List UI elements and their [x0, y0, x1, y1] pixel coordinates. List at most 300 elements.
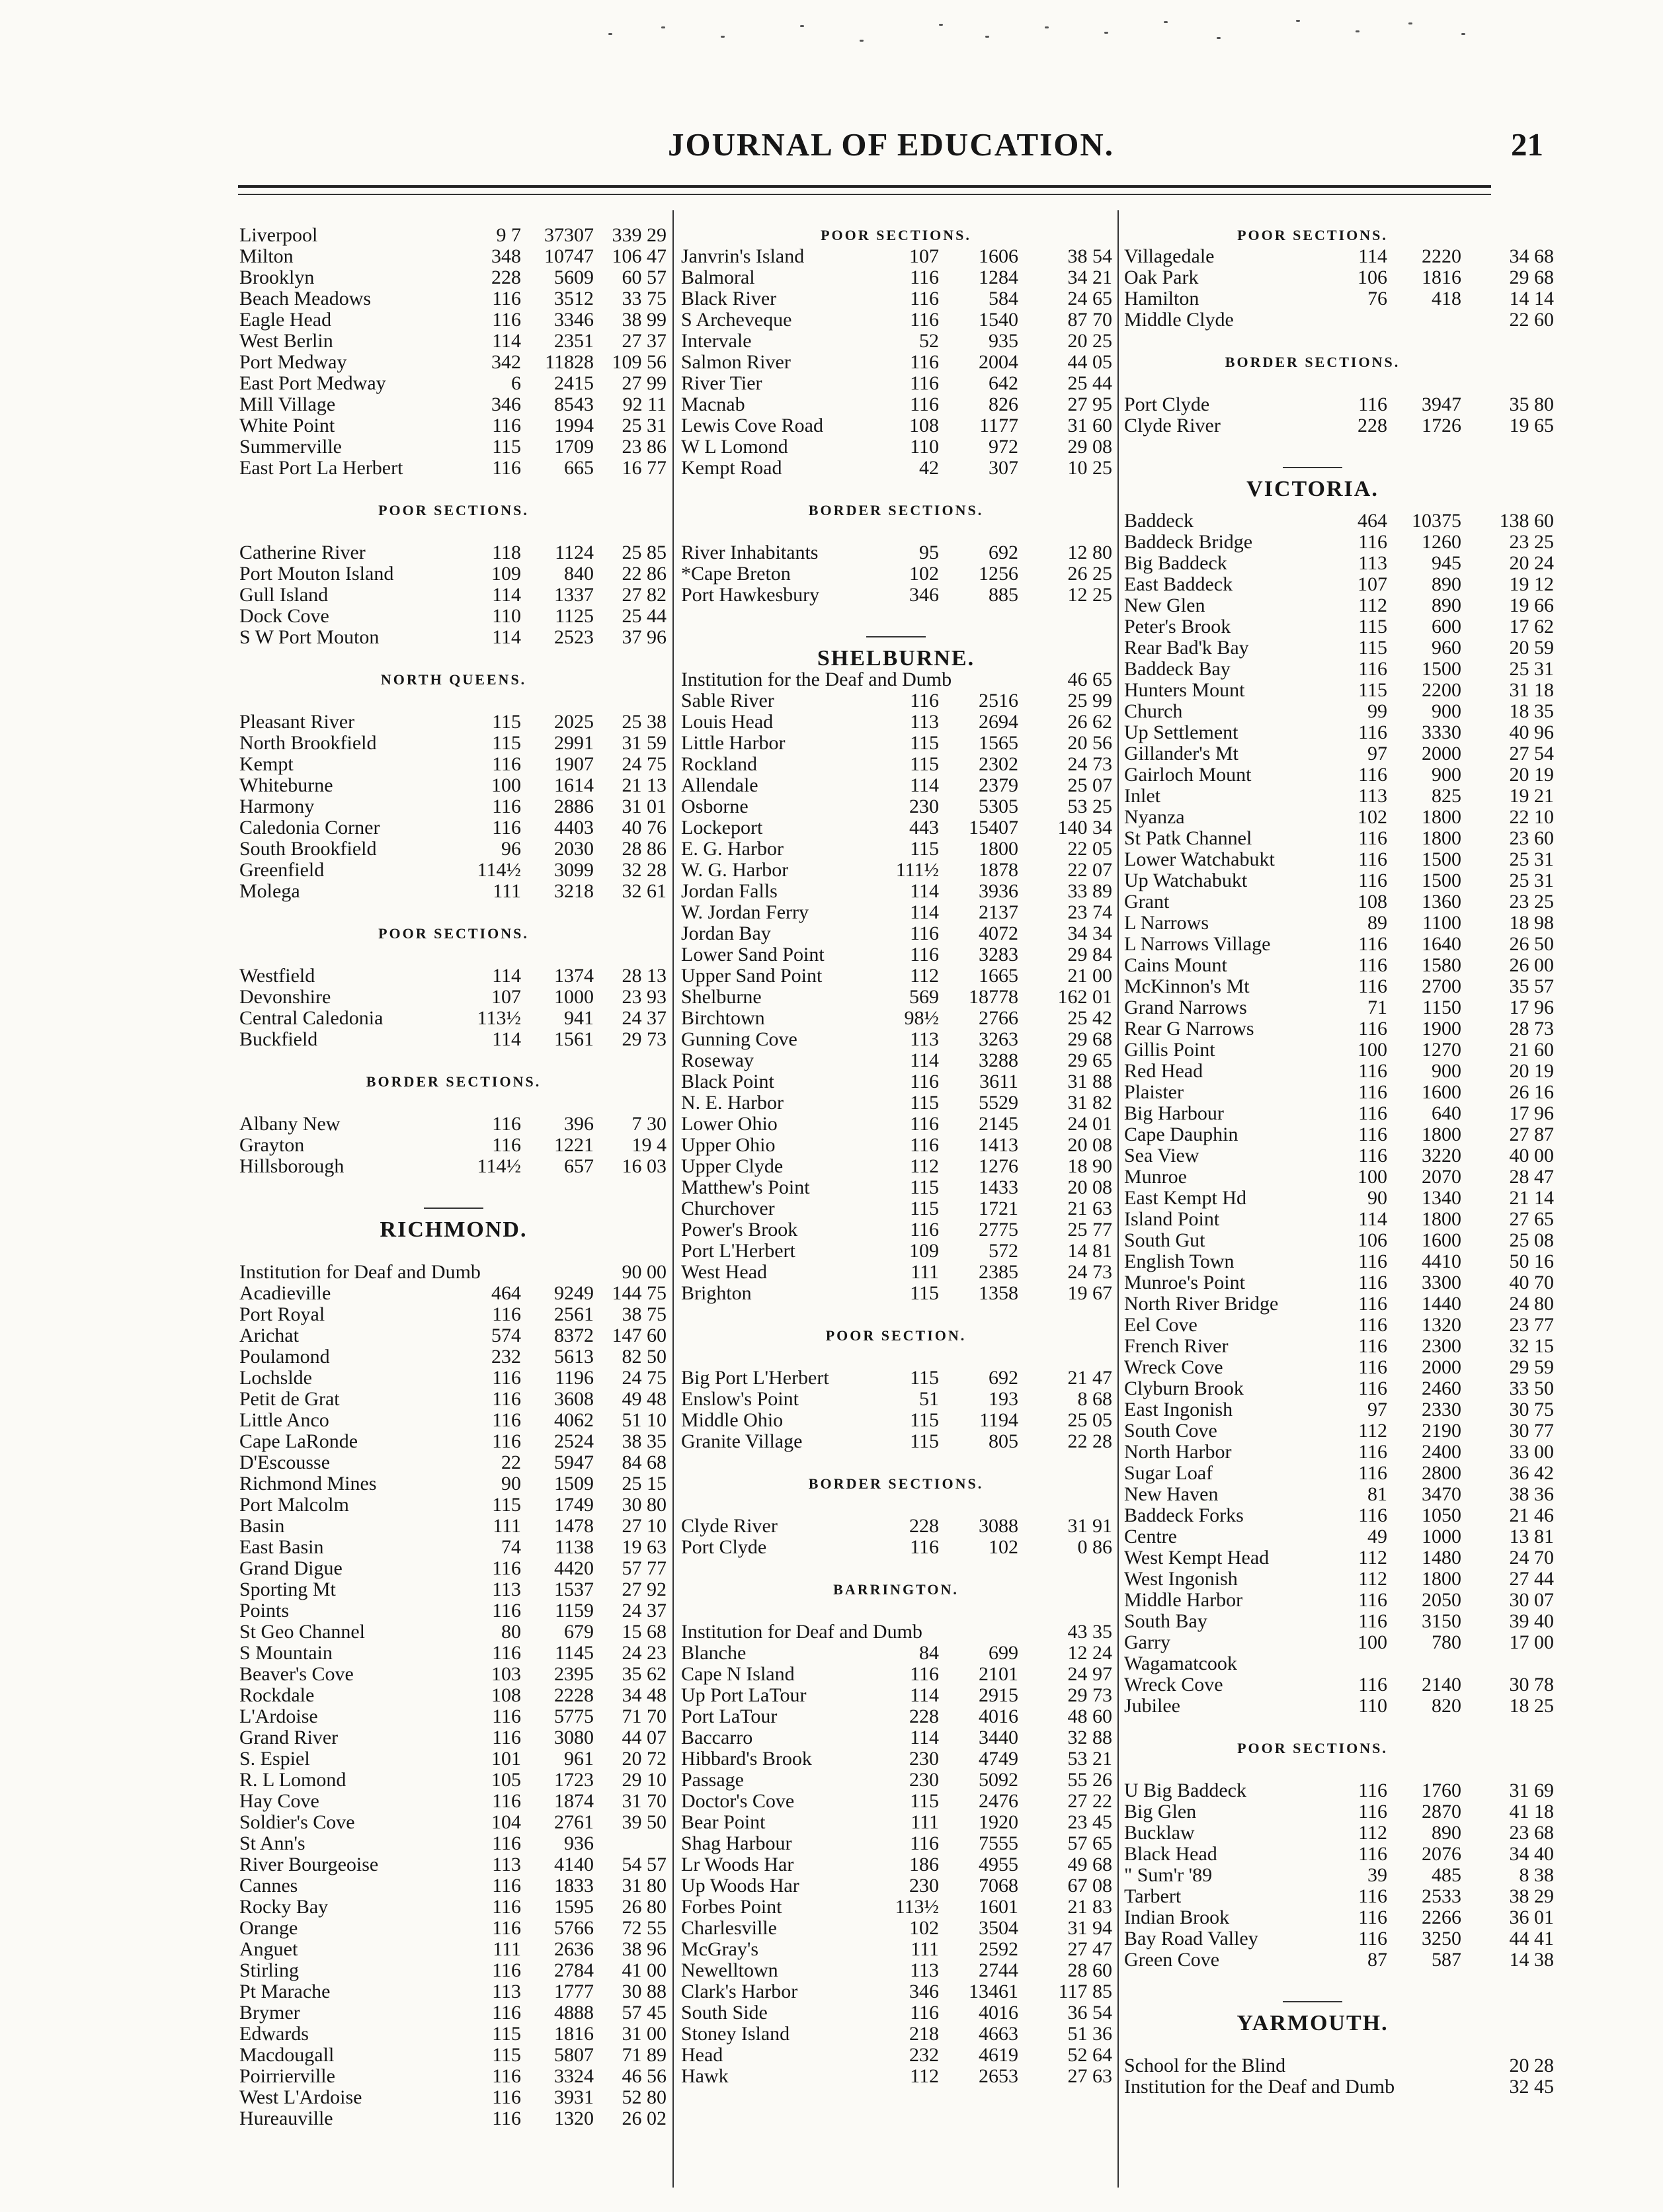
number-of-days: 49 — [1367, 1526, 1387, 1547]
amount: 24 97 — [1067, 1663, 1112, 1685]
amount: 36 54 — [1067, 2002, 1112, 2024]
amount: 41 18 — [1509, 1801, 1554, 1823]
grand-total-days: 2766 — [979, 1007, 1018, 1029]
table-row — [681, 1198, 1111, 1219]
place-name: East Kempt Hd — [1124, 1187, 1246, 1209]
place-name: Middle Harbor — [1124, 1589, 1243, 1611]
place-name: Hay Cove — [239, 1790, 319, 1812]
place-name: Summerville — [239, 436, 342, 458]
table-row — [239, 2108, 668, 2129]
number-of-days: 116 — [1358, 1356, 1387, 1378]
number-of-days: 96 — [501, 838, 521, 860]
place-name: South Bay — [1124, 1610, 1207, 1632]
number-of-days: 113 — [1358, 552, 1387, 574]
place-name: *Cape Breton — [681, 563, 791, 585]
number-of-days: 113½ — [895, 1896, 939, 1918]
number-of-days: 112 — [1358, 1822, 1387, 1844]
table-row — [681, 1875, 1111, 1897]
grand-total-days: 1561 — [554, 1028, 594, 1050]
number-of-days: 112 — [1358, 1420, 1387, 1442]
place-name: Newelltown — [681, 1959, 778, 1981]
amount: 21 13 — [622, 774, 667, 796]
separator-rule — [1124, 1992, 1501, 2013]
table-row — [681, 1918, 1111, 1939]
place-name: Clyburn Brook — [1124, 1377, 1244, 1399]
number-of-days: 116 — [492, 1642, 521, 1664]
number-of-days: 116 — [492, 817, 521, 839]
number-of-days: 6 — [511, 372, 521, 394]
column-divider — [1117, 210, 1119, 2188]
number-of-days: 80 — [501, 1621, 521, 1643]
grand-total-days: 5609 — [554, 266, 594, 288]
number-of-days: 116 — [1358, 1462, 1387, 1484]
table-row — [1124, 975, 1554, 997]
place-name: English Town — [1124, 1250, 1235, 1272]
number-of-days: 228 — [909, 1705, 939, 1727]
table-row — [681, 1389, 1111, 1410]
number-of-days: 114 — [910, 1684, 939, 1706]
grand-total-days: 102 — [989, 1536, 1018, 1558]
place-name: Port Clyde — [1124, 393, 1210, 415]
amount: 24 73 — [1067, 753, 1112, 775]
spacer — [681, 479, 1111, 500]
place-name: Tarbert — [1124, 1885, 1182, 1907]
number-of-days: 116 — [492, 288, 521, 309]
amount: 38 99 — [622, 309, 667, 331]
table-row — [239, 2024, 668, 2045]
table-row — [1124, 1906, 1554, 1928]
place-name: Port LaTour — [681, 1705, 778, 1727]
grand-total-days: 1726 — [1422, 415, 1461, 436]
grand-total-days: 1150 — [1422, 997, 1461, 1018]
number-of-days: 115 — [910, 1282, 939, 1304]
amount: 71 89 — [622, 2044, 667, 2066]
amount: 24 65 — [1067, 288, 1112, 309]
table-row — [1124, 415, 1554, 436]
place-name: Hillsborough — [239, 1155, 345, 1177]
amount: 37 96 — [622, 626, 667, 648]
table-row — [681, 352, 1111, 373]
table-row — [681, 1537, 1111, 1558]
number-of-days: 114 — [910, 1727, 939, 1748]
table-row — [681, 1114, 1111, 1135]
table-row — [681, 733, 1111, 754]
table-row — [1124, 1653, 1501, 1674]
number-of-days: 97 — [1367, 743, 1387, 764]
place-name: Lower Ohio — [681, 1113, 778, 1135]
amount: 19 12 — [1509, 573, 1554, 595]
amount: 26 16 — [1509, 1081, 1554, 1103]
grand-total-days: 600 — [1432, 616, 1461, 637]
number-of-days: 115 — [492, 436, 521, 458]
grand-total-days: 2379 — [979, 774, 1018, 796]
table-row — [239, 1897, 668, 1918]
grand-total-days: 3220 — [1422, 1145, 1461, 1167]
number-of-days: 116 — [910, 944, 939, 965]
amount: 18 98 — [1509, 912, 1554, 934]
table-row — [1124, 1102, 1554, 1124]
grand-total-days: 1050 — [1422, 1504, 1461, 1526]
number-of-days: 100 — [1358, 1631, 1387, 1653]
grand-total-days: 3300 — [1422, 1272, 1461, 1293]
number-of-days: 116 — [1358, 1293, 1387, 1315]
number-of-days: 22 — [501, 1452, 521, 1473]
grand-total-days: 2000 — [1422, 743, 1461, 764]
number-of-days: 116 — [910, 1071, 939, 1092]
place-name: Big Port L'Herbert — [681, 1367, 829, 1389]
table-row — [681, 923, 1111, 944]
place-name: Rear Bad'k Bay — [1124, 637, 1249, 659]
table-row — [1124, 1272, 1554, 1293]
number-of-days: 112 — [1358, 1568, 1387, 1590]
amount: 21 83 — [1067, 1896, 1112, 1918]
table-row — [239, 987, 668, 1008]
table-row — [1124, 594, 1554, 616]
grand-total-days: 840 — [564, 563, 594, 585]
place-name: Central Caledonia — [239, 1007, 384, 1029]
table-row — [1124, 288, 1554, 309]
table-row — [1124, 764, 1554, 786]
table-row — [1124, 1166, 1554, 1188]
grand-total-days: 936 — [564, 1832, 594, 1854]
table-row — [681, 1283, 1111, 1304]
number-of-days: 113 — [910, 1959, 939, 1981]
amount: 147 60 — [612, 1325, 667, 1346]
amount: 38 96 — [622, 1938, 667, 1960]
spacer — [1124, 1759, 1501, 1780]
place-name: Pt Marache — [239, 1981, 331, 2002]
amount: 19 66 — [1509, 594, 1554, 616]
place-name: S Archeveque — [681, 309, 792, 331]
table-row — [239, 436, 668, 458]
number-of-days: 100 — [1358, 1166, 1387, 1188]
grand-total-days: 1260 — [1422, 531, 1461, 553]
place-name: Baddeck Bay — [1124, 658, 1231, 680]
place-name: Black River — [681, 288, 777, 309]
amount: 20 28 — [1509, 2055, 1554, 2076]
grand-total-days: 396 — [564, 1113, 594, 1135]
place-name: Port Royal — [239, 1303, 325, 1325]
table-row — [1124, 1356, 1554, 1378]
place-name: Big Harbour — [1124, 1102, 1224, 1124]
place-name: Up Watchabukt — [1124, 870, 1248, 891]
grand-total-days: 1500 — [1422, 658, 1461, 680]
grand-total-days: 679 — [564, 1621, 594, 1643]
place-name: D'Escousse — [239, 1452, 331, 1473]
grand-total-days: 1833 — [554, 1875, 594, 1897]
place-name: N. E. Harbor — [681, 1092, 784, 1114]
amount: 25 31 — [1509, 870, 1554, 891]
amount: 49 48 — [622, 1388, 667, 1410]
place-name: Stirling — [239, 1959, 300, 1981]
place-name: Birchtown — [681, 1007, 765, 1029]
amount: 25 05 — [1067, 1409, 1112, 1431]
table-row — [239, 1262, 668, 1283]
number-of-days: 115 — [910, 1092, 939, 1114]
number-of-days: 105 — [491, 1769, 521, 1791]
place-name: Allendale — [681, 774, 758, 796]
number-of-days: 116 — [492, 1113, 521, 1135]
table-row — [239, 288, 668, 309]
table-row — [239, 1008, 668, 1029]
amount: 23 25 — [1509, 891, 1554, 913]
table-row — [681, 817, 1111, 839]
number-of-days: 230 — [909, 796, 939, 817]
amount: 33 75 — [622, 288, 667, 309]
number-of-days: 115 — [492, 2044, 521, 2066]
table-row — [681, 1748, 1111, 1770]
table-row — [681, 1939, 1111, 1960]
table-row — [239, 2045, 668, 2066]
table-row — [1124, 1335, 1554, 1357]
amount: 25 31 — [1509, 848, 1554, 870]
place-name: Little Harbor — [681, 732, 786, 754]
table-row — [1124, 616, 1554, 637]
table-row — [239, 1748, 668, 1770]
table-row — [681, 1685, 1111, 1706]
grand-total-days: 3324 — [554, 2065, 594, 2087]
grand-total-days: 1600 — [1422, 1081, 1461, 1103]
number-of-days: 116 — [492, 1959, 521, 1981]
number-of-days: 114½ — [477, 1155, 521, 1177]
amount: 48 60 — [1067, 1705, 1112, 1727]
number-of-days: 100 — [491, 774, 521, 796]
place-name: New Haven — [1124, 1483, 1219, 1505]
table-row — [681, 881, 1111, 902]
number-of-days: 90 — [1367, 1187, 1387, 1209]
place-name: McGray's — [681, 1938, 759, 1960]
number-of-days: 116 — [492, 1790, 521, 1812]
amount: 27 44 — [1509, 1568, 1554, 1590]
amount: 24 73 — [1067, 1261, 1112, 1283]
number-of-days: 106 — [1358, 266, 1387, 288]
grand-total-days: 1800 — [1422, 1568, 1461, 1590]
amount: 25 15 — [622, 1473, 667, 1495]
amount: 14 81 — [1067, 1240, 1112, 1262]
grand-total-days: 1721 — [979, 1198, 1018, 1219]
place-name: Baddeck Bridge — [1124, 531, 1253, 553]
table-row — [239, 1431, 668, 1452]
number-of-days: 102 — [909, 1917, 939, 1939]
number-of-days: 110 — [492, 605, 521, 627]
table-row — [239, 733, 668, 754]
number-of-days: 95 — [919, 542, 939, 563]
grand-total-days: 1580 — [1422, 954, 1461, 976]
number-of-days: 107 — [909, 245, 939, 267]
place-name: Port Clyde — [681, 1536, 767, 1558]
amount: 26 02 — [622, 2108, 667, 2129]
number-of-days: 116 — [492, 457, 521, 479]
table-row — [681, 1431, 1111, 1452]
grand-total-days: 1600 — [1422, 1229, 1461, 1251]
place-name: Big Baddeck — [1124, 552, 1227, 574]
place-name: Big Glen — [1124, 1801, 1197, 1823]
grand-total-days: 193 — [989, 1388, 1018, 1410]
place-name: Upper Sand Point — [681, 965, 823, 987]
amount: 22 28 — [1067, 1430, 1112, 1452]
table-row — [681, 1410, 1111, 1431]
number-of-days: 116 — [1358, 1272, 1387, 1293]
grand-total-days: 2533 — [1422, 1885, 1461, 1907]
number-of-days: 116 — [1358, 1060, 1387, 1082]
grand-total-days: 1816 — [1422, 266, 1461, 288]
place-name: Gull Island — [239, 584, 329, 606]
grand-total-days: 4016 — [979, 2002, 1018, 2024]
amount: 21 63 — [1067, 1198, 1112, 1219]
grand-total-days: 890 — [1432, 573, 1461, 595]
amount: 27 63 — [1067, 2065, 1112, 2087]
grand-total-days: 640 — [1432, 1102, 1461, 1124]
amount: 140 34 — [1057, 817, 1112, 839]
grand-total-days: 2744 — [979, 1959, 1018, 1981]
place-name: Gillander's Mt — [1124, 743, 1238, 764]
grand-total-days: 3346 — [554, 309, 594, 331]
table-row — [239, 1410, 668, 1431]
number-of-days: 113 — [492, 1854, 521, 1875]
place-name: Oak Park — [1124, 266, 1199, 288]
place-name: Caledonia Corner — [239, 817, 380, 839]
grand-total-days: 2784 — [554, 1959, 594, 1981]
table-row — [1124, 1949, 1554, 1971]
table-row — [239, 1452, 668, 1473]
grand-total-days: 1749 — [554, 1494, 594, 1516]
amount: 27 37 — [622, 330, 667, 352]
amount: 30 75 — [1509, 1399, 1554, 1420]
grand-total-days: 1177 — [979, 415, 1018, 436]
amount: 49 68 — [1067, 1854, 1112, 1875]
section-heading: POOR SECTIONS. — [1237, 227, 1388, 243]
number-of-days: 106 — [1358, 1229, 1387, 1251]
table-row — [239, 606, 668, 627]
table-row — [681, 1262, 1111, 1283]
number-of-days: 113½ — [477, 1007, 521, 1029]
grand-total-days: 1360 — [1422, 891, 1461, 913]
number-of-days: 116 — [910, 690, 939, 712]
amount: 24 37 — [622, 1600, 667, 1621]
number-of-days: 114 — [910, 880, 939, 902]
number-of-days: 115 — [492, 732, 521, 754]
amount: 14 38 — [1509, 1949, 1554, 1971]
number-of-days: 84 — [919, 1642, 939, 1664]
table-row — [239, 881, 668, 902]
grand-total-days: 1595 — [554, 1896, 594, 1918]
amount: 7 30 — [631, 1113, 667, 1135]
number-of-days: 116 — [492, 1409, 521, 1431]
place-name: Wreck Cove — [1124, 1356, 1223, 1378]
number-of-days: 116 — [910, 1113, 939, 1135]
table-row — [681, 2045, 1111, 2066]
number-of-days: 116 — [1358, 827, 1387, 849]
grand-total-days: 1478 — [554, 1515, 594, 1537]
table-row — [681, 246, 1111, 267]
grand-total-days: 5766 — [554, 1917, 594, 1939]
table-row — [681, 839, 1111, 860]
place-name: Cannes — [239, 1875, 298, 1897]
table-row — [681, 1219, 1111, 1241]
table-row — [239, 1706, 668, 1727]
grand-total-days: 1601 — [979, 1896, 1018, 1918]
place-name: River Tier — [681, 372, 762, 394]
amount: 57 45 — [622, 2002, 667, 2024]
amount: 10 25 — [1067, 457, 1112, 479]
amount: 24 75 — [622, 753, 667, 775]
table-row — [239, 860, 668, 881]
table-row — [239, 1283, 668, 1304]
place-name: Upper Ohio — [681, 1134, 776, 1156]
table-row — [1124, 933, 1554, 955]
amount: 8 68 — [1077, 1388, 1112, 1410]
number-of-days: 346 — [909, 584, 939, 606]
table-row — [1124, 1441, 1554, 1463]
number-of-days: 443 — [909, 817, 939, 839]
place-name: Macdougall — [239, 2044, 335, 2066]
number-of-days: 115 — [492, 2023, 521, 2045]
place-name: Church — [1124, 700, 1183, 722]
amount: 138 60 — [1499, 510, 1554, 532]
number-of-days: 228 — [909, 1515, 939, 1537]
table-row — [1124, 997, 1554, 1018]
amount: 27 92 — [622, 1578, 667, 1600]
table-row — [239, 1875, 668, 1897]
number-of-days: 116 — [910, 1832, 939, 1854]
amount: 27 10 — [622, 1515, 667, 1537]
table-row — [1124, 1187, 1554, 1209]
amount: 34 21 — [1067, 266, 1112, 288]
grand-total-days: 2220 — [1422, 245, 1461, 267]
table-row — [239, 2002, 668, 2024]
table-row — [681, 1008, 1111, 1029]
amount: 26 25 — [1067, 563, 1112, 585]
table-row — [239, 246, 668, 267]
place-name: Westfield — [239, 965, 315, 987]
page-number: 21 — [1511, 126, 1543, 163]
grand-total-days: 945 — [1432, 552, 1461, 574]
number-of-days: 107 — [1358, 573, 1387, 595]
table-row — [1124, 1420, 1554, 1442]
amount: 67 08 — [1067, 1875, 1112, 1897]
number-of-days: 111½ — [895, 859, 939, 881]
table-row — [239, 1685, 668, 1706]
amount: 0 86 — [1077, 1536, 1112, 1558]
spacer — [1124, 2034, 1501, 2055]
amount: 25 08 — [1509, 1229, 1554, 1251]
number-of-days: 111 — [493, 1938, 521, 1960]
grand-total-days: 5092 — [979, 1769, 1018, 1791]
amount: 28 47 — [1509, 1166, 1554, 1188]
table-row — [1124, 891, 1554, 913]
grand-total-days: 3470 — [1422, 1483, 1461, 1505]
amount: 144 75 — [612, 1282, 667, 1304]
number-of-days: 116 — [1358, 1314, 1387, 1336]
number-of-days: 228 — [491, 266, 521, 288]
place-name: Institution for Deaf and Dumb — [681, 1621, 922, 1643]
grand-total-days: 1878 — [979, 859, 1018, 881]
grand-total-days: 8543 — [554, 393, 594, 415]
grand-total-days: 4749 — [979, 1748, 1018, 1770]
amount: 38 36 — [1509, 1483, 1554, 1505]
table-row — [239, 965, 668, 987]
grand-total-days: 1256 — [979, 563, 1018, 585]
place-name: Shelburne — [681, 986, 762, 1008]
place-name: Black Point — [681, 1071, 774, 1092]
grand-total-days: 3440 — [979, 1727, 1018, 1748]
table-row — [681, 902, 1111, 923]
amount: 24 75 — [622, 1367, 667, 1389]
table-row — [1124, 954, 1554, 976]
number-of-days: 74 — [501, 1536, 521, 1558]
table-row — [1124, 1526, 1554, 1547]
number-of-days: 111 — [911, 1261, 939, 1283]
